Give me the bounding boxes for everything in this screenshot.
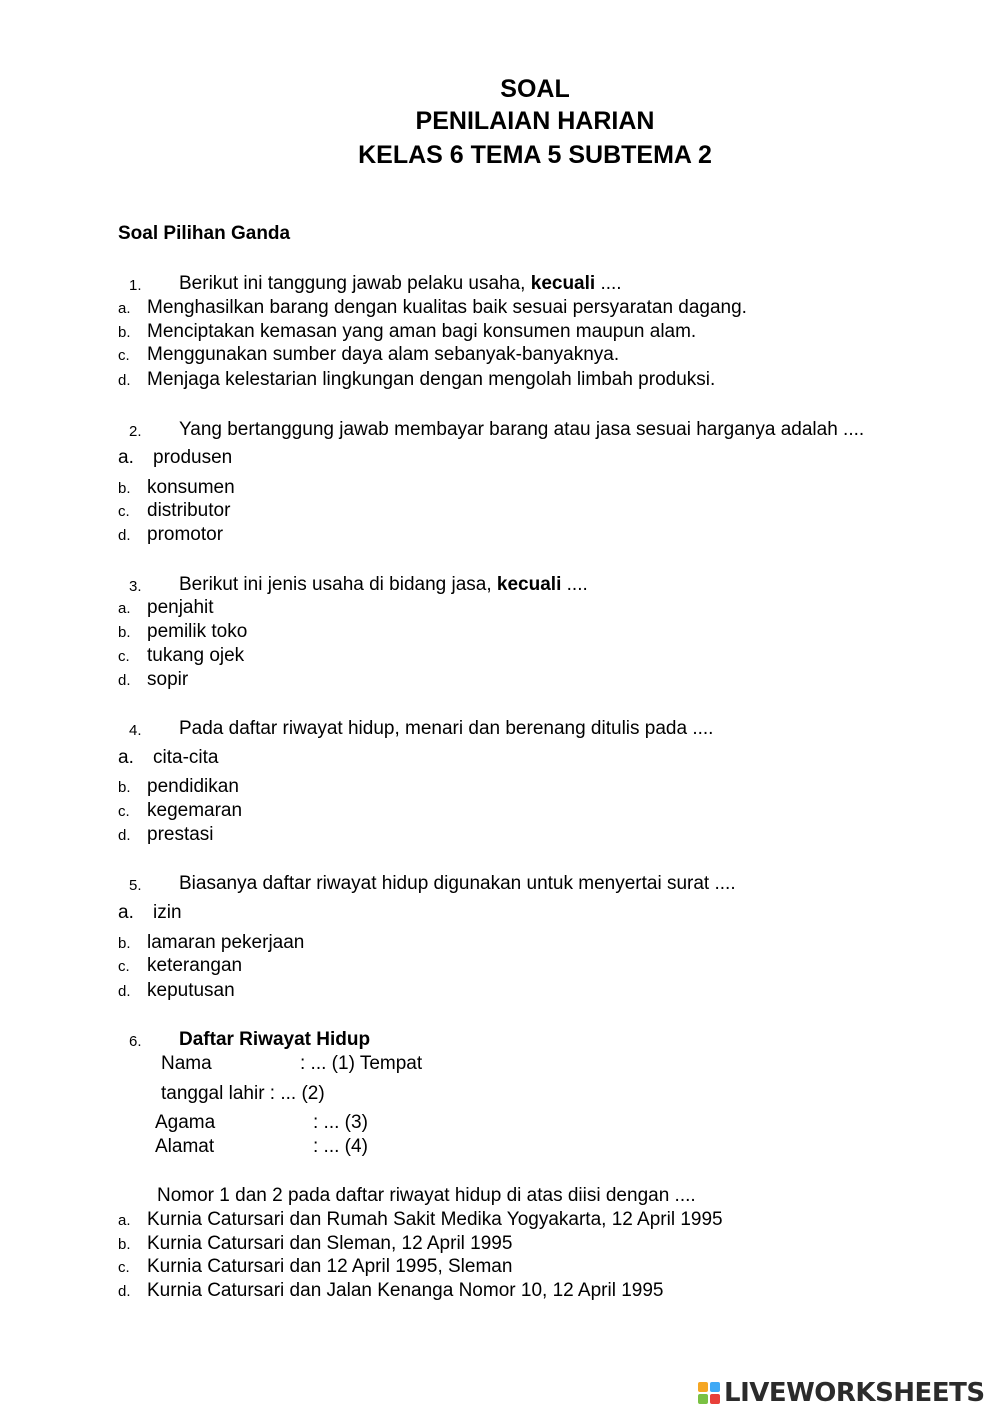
question-number: 5. [129,877,142,894]
q5-option-c[interactable]: c. keterangan [118,955,243,976]
question-text: Berikut ini tanggung jawab pelaku usaha, kecuali .... [179,273,622,294]
question-text: Berikut ini jenis usaha di bidang jasa, kecuali .... [179,574,588,595]
q4-option-b[interactable]: b. pendidikan [118,776,239,797]
q1-option-c[interactable]: c. Menggunakan sumber daya alam sebanyak-banyaknya. [118,344,620,365]
q5-option-b[interactable]: b. lamaran pekerjaan [118,932,305,953]
question-number: 4. [129,722,142,739]
q2-option-c[interactable]: c. distributor [118,500,231,521]
question-text: Biasanya daftar riwayat hidup digunakan untuk menyertai surat .... [179,873,736,894]
question-number: 2. [129,423,142,440]
q1-option-d[interactable]: d. Menjaga kelestarian lingkungan dengan mengolah limbah produksi. [118,369,716,390]
form-tanggal-lahir: tanggal lahir : ... (2) [161,1083,325,1104]
title-line-3: KELAS 6 TEMA 5 SUBTEMA 2 [358,141,712,169]
liveworksheets-icon [698,1382,720,1404]
q1-option-a[interactable]: a. Menghasilkan barang dengan kualitas baik sesuai persyaratan dagang. [118,297,747,318]
q5-option-d[interactable]: d. keputusan [118,980,235,1001]
q2-option-d[interactable]: d. promotor [118,524,224,545]
question-title: Daftar Riwayat Hidup [179,1029,371,1050]
q3-option-b[interactable]: b. pemilik toko [118,621,248,642]
q2-option-a[interactable]: a. produsen [118,447,233,468]
section-title: Soal Pilihan Ganda [118,223,291,244]
q3-option-a[interactable]: a. penjahit [118,597,214,618]
form-nama-label: Nama [161,1053,212,1074]
q4-option-d[interactable]: d. prestasi [118,824,214,845]
q3-option-c[interactable]: c. tukang ojek [118,645,245,666]
q4-option-c[interactable]: c. kegemaran [118,800,243,821]
q6-option-c[interactable]: c. Kurnia Catursari dan 12 April 1995, Sleman [118,1256,513,1277]
question-6-text: Nomor 1 dan 2 pada daftar riwayat hidup di atas diisi dengan .... [157,1185,696,1206]
q6-option-a[interactable]: a. Kurnia Catursari dan Rumah Sakit Medika Yogyakarta, 12 April 1995 [118,1209,723,1230]
question-number: 3. [129,578,142,595]
q6-option-d[interactable]: d. Kurnia Catursari dan Jalan Kenanga Nomor 10, 12 April 1995 [118,1280,664,1301]
q6-option-b[interactable]: b. Kurnia Catursari dan Sleman, 12 April 1995 [118,1233,513,1254]
logo-square [698,1382,708,1392]
form-alamat-value: : ... (4) [313,1136,368,1157]
q5-option-a[interactable]: a. izin [118,902,182,923]
logo-square [698,1394,708,1404]
logo-square [710,1382,720,1392]
q3-option-d[interactable]: d. sopir [118,669,189,690]
q1-option-b[interactable]: b. Menciptakan kemasan yang aman bagi konsumen maupun alam. [118,321,697,342]
question-number: 6. [129,1033,142,1050]
liveworksheets-logo [698,1377,985,1409]
q2-option-b[interactable]: b. konsumen [118,477,235,498]
logo-text: LIVEWORKSHEETS [724,1378,985,1408]
question-text: Pada daftar riwayat hidup, menari dan berenang ditulis pada .... [179,718,714,739]
form-alamat-label: Alamat [155,1136,215,1157]
logo-square [710,1394,720,1404]
form-agama-label: Agama [155,1112,216,1133]
title-line-2: PENILAIAN HARIAN [415,107,655,135]
question-text: Yang bertanggung jawab membayar barang atau jasa sesuai harganya adalah .... [179,419,865,440]
form-nama-value: : ... (1) Tempat [300,1053,423,1074]
question-number: 1. [129,277,142,294]
q4-option-a[interactable]: a. cita-cita [118,747,219,768]
title-line-1: SOAL [500,75,570,103]
form-agama-value: : ... (3) [313,1112,368,1133]
